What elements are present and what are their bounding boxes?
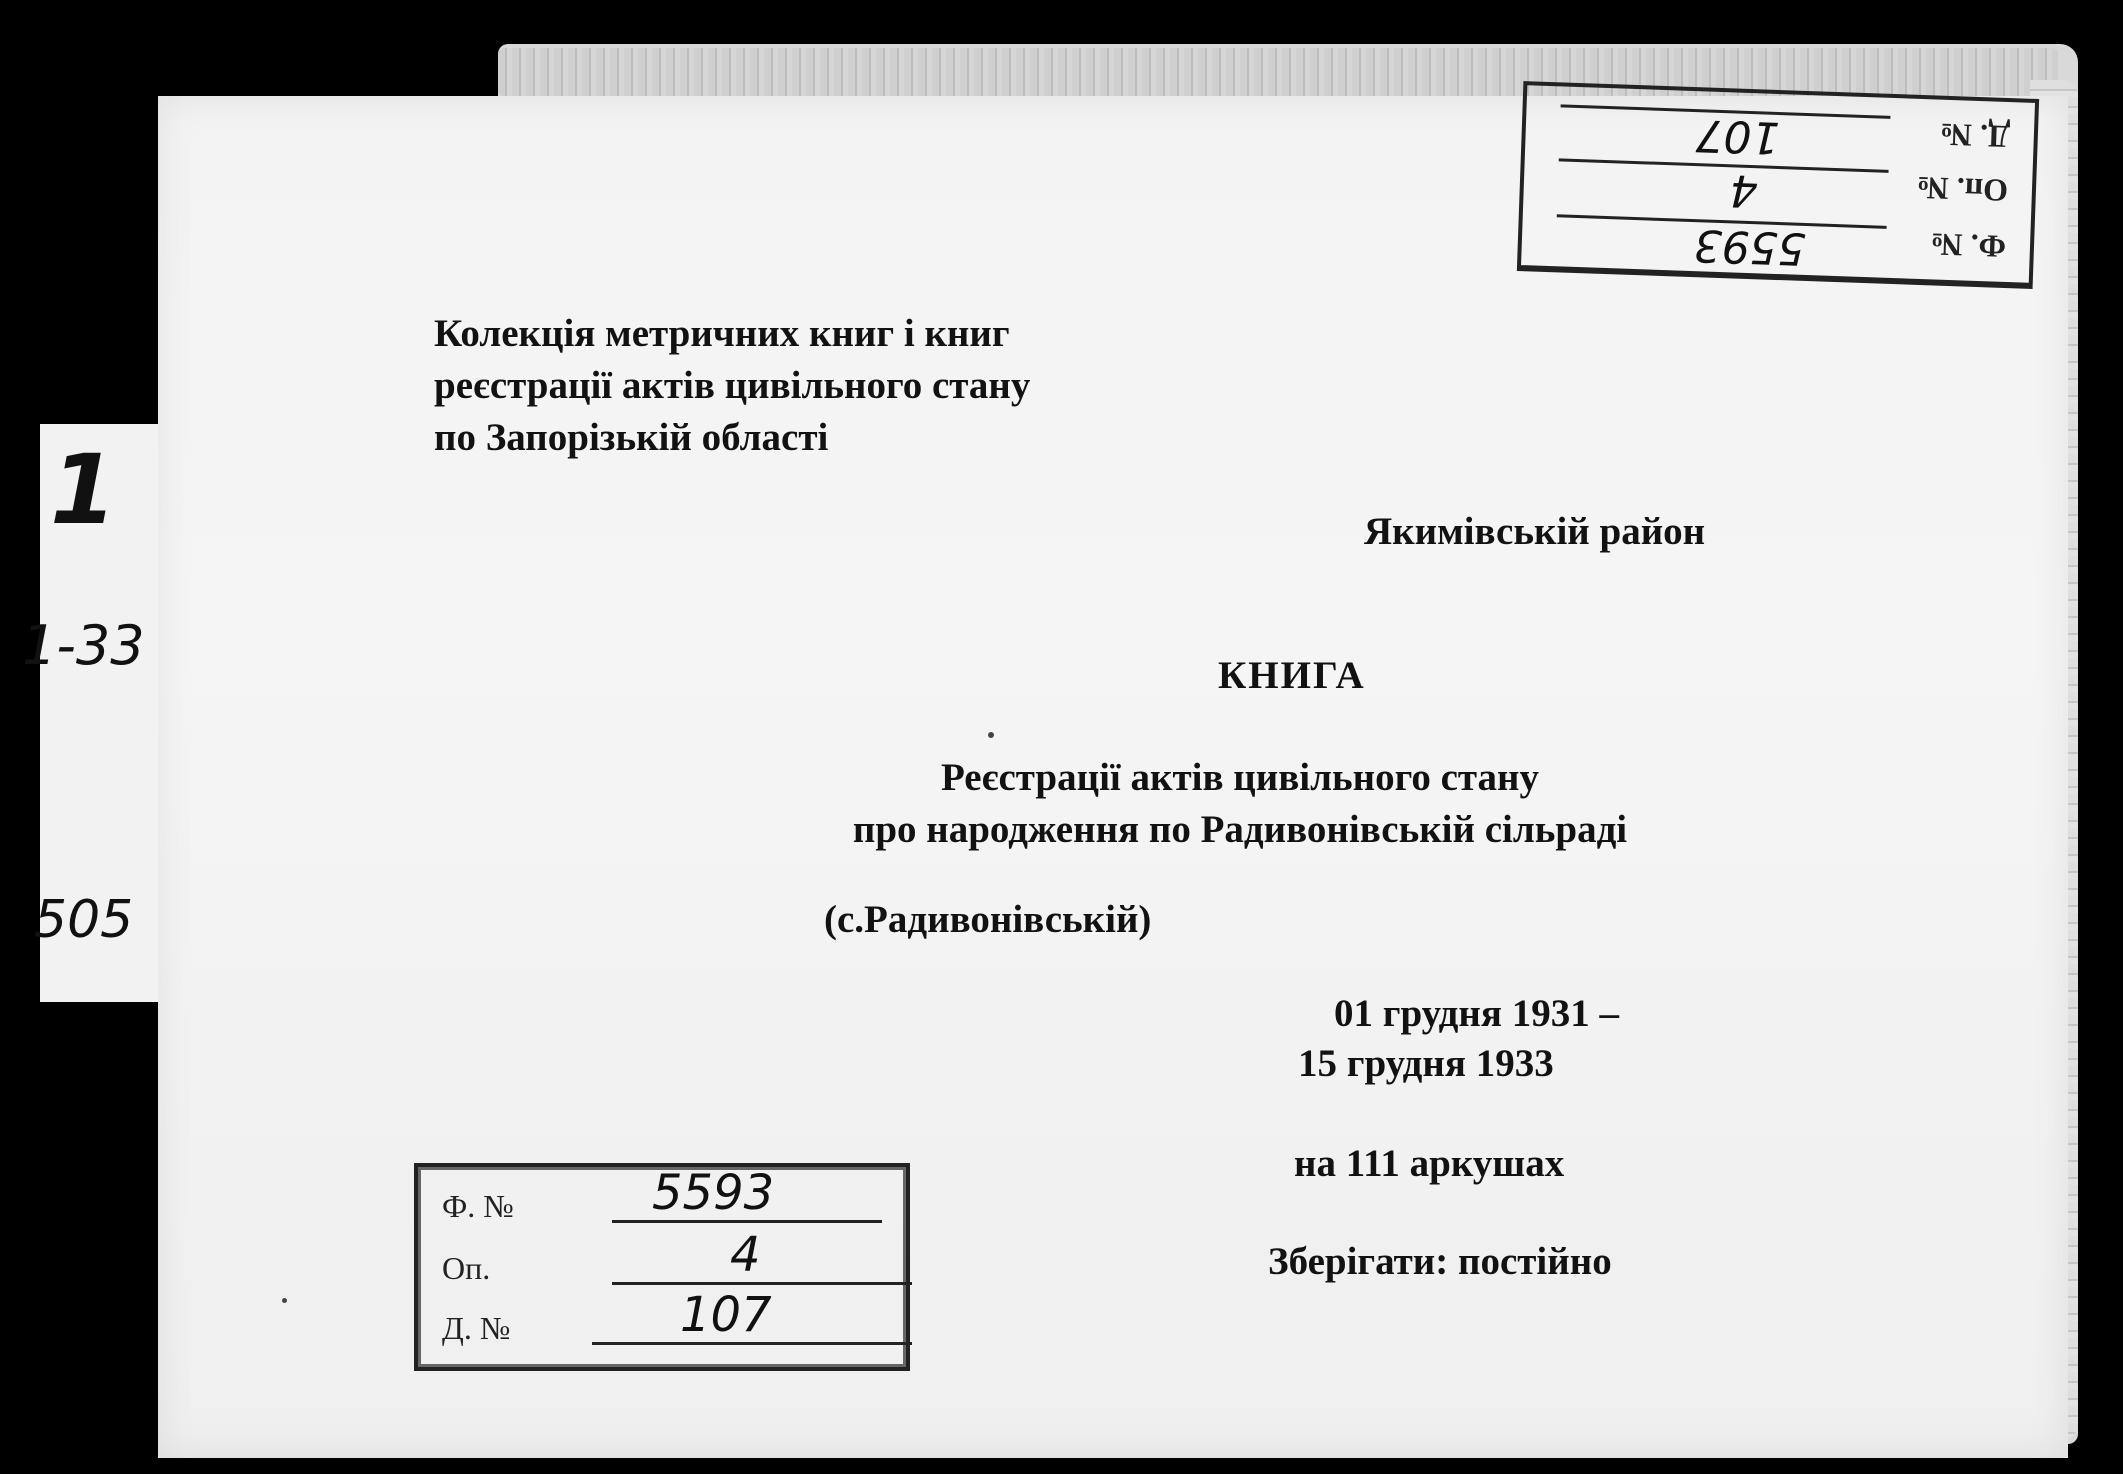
inverted-stamp-fond-row	[1545, 208, 2007, 276]
side-tab	[22, 424, 163, 1002]
archive-stamp-opys-value: 4	[730, 1227, 761, 1283]
inverted-stamp-opys-value: 4	[1728, 164, 1759, 217]
archive-stamp	[414, 1163, 910, 1371]
archive-stamp-fond-label: Ф. №	[442, 1188, 514, 1224]
archive-stamp-sprava-row	[442, 1287, 882, 1353]
inverted-stamp-opys-label: Оп. №	[1915, 169, 2009, 210]
district-name: Якимівській район	[1364, 510, 1706, 553]
archive-stamp-inverted	[1517, 81, 2039, 289]
underlying-sheet-top-edge	[498, 48, 2058, 96]
storage-term: Зберігати: постійно	[1268, 1240, 1612, 1283]
book-subtitle-line-2: про народження по Радивонівській сільраді	[852, 808, 1628, 851]
archive-stamp-sprava-value: 107	[680, 1287, 772, 1343]
collection-line-2: реєстрації актів цивільного стану	[434, 364, 1031, 407]
collection-line-3: по Запорізькій області	[434, 416, 829, 459]
inverted-stamp-sprava-label: Д. №	[1939, 116, 2011, 156]
archive-stamp-fond-row	[442, 1165, 882, 1231]
side-tab-mark-code: 505	[34, 890, 134, 950]
date-from: 01 грудня 1931 –	[1334, 992, 1619, 1035]
side-tab-mark-range: 1-33	[22, 614, 145, 677]
village-name: (с.Радивонівській)	[824, 898, 1152, 941]
date-to: 15 грудня 1933	[1298, 1042, 1554, 1085]
archive-stamp-opys-label: Оп.	[442, 1250, 491, 1286]
inverted-stamp-sprava-value: 107	[1694, 109, 1781, 164]
inverted-stamp-fond-value: 5593	[1692, 219, 1807, 274]
sheet-count: на 111 аркушах	[1294, 1142, 1565, 1185]
archive-stamp-fond-value: 5593	[652, 1165, 775, 1221]
collection-line-1: Колекція метричних книг і книг	[434, 312, 1010, 355]
side-tab-mark-number: 1	[50, 434, 117, 546]
book-subtitle-line-1: Реєстрації актів цивільного стану	[941, 756, 1539, 799]
paper-speck	[988, 732, 994, 738]
archive-stamp-sprava-label: Д. №	[442, 1310, 511, 1346]
archive-stamp-opys-row	[442, 1227, 882, 1293]
archive-stamp-opys-line	[612, 1282, 912, 1285]
inverted-stamp-fond-label: Ф. №	[1929, 226, 2007, 265]
book-title: КНИГА	[1218, 654, 1366, 697]
paper-speck	[282, 1298, 287, 1303]
